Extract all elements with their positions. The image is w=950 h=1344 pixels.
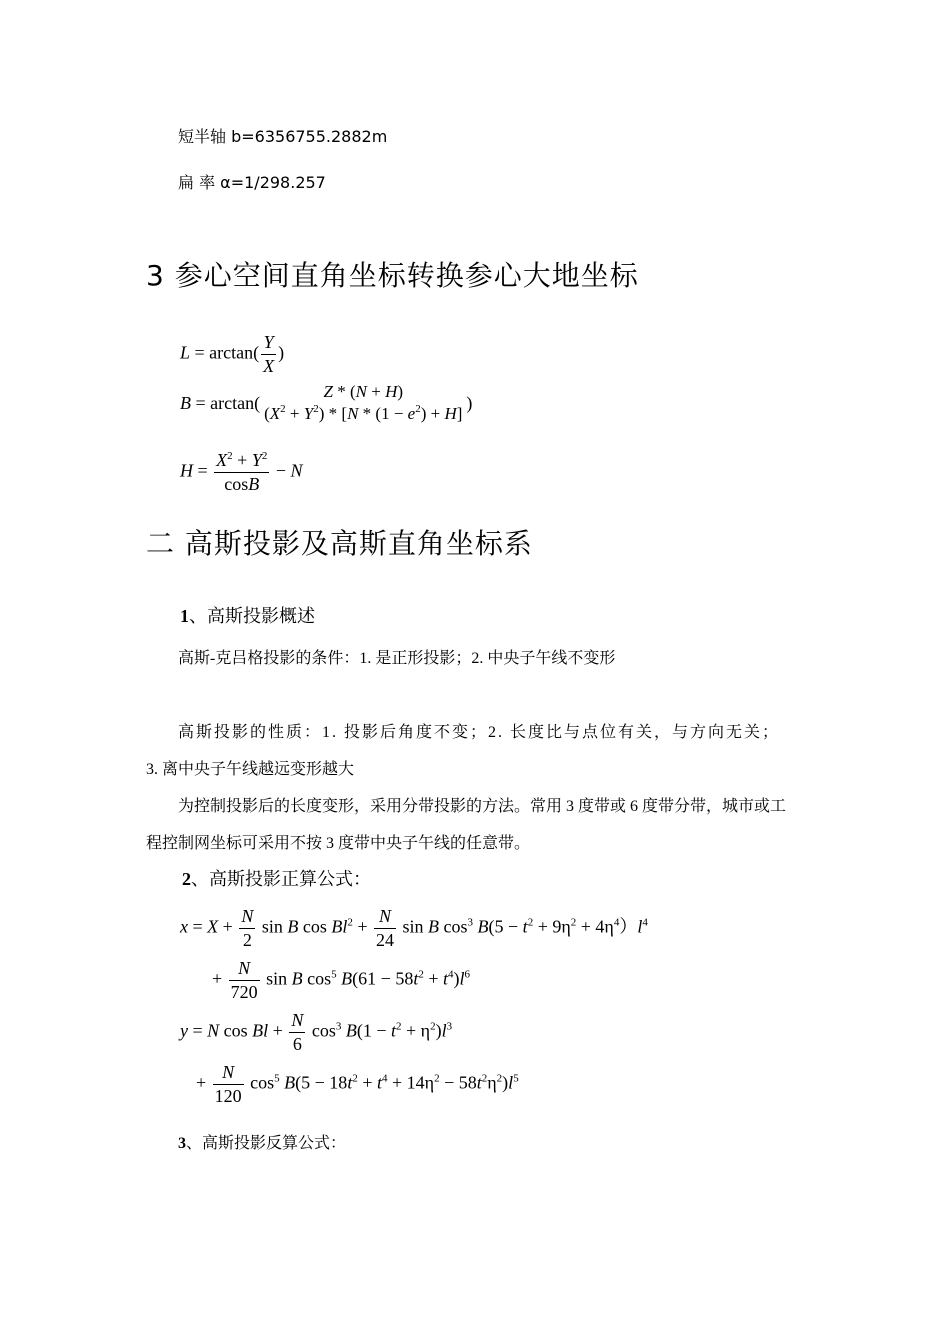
- zone-division-line-2: 程控制网坐标可采用不按 3 度带中央子午线的任意带。: [146, 835, 531, 852]
- subsection-3-heading: [178, 1130, 346, 1153]
- formula-latitude: B = arctan( Z * (N + H) $(X^2 + Y^2) * [N * (1 - e^2) + H]$ ): [180, 382, 473, 423]
- subsection-1-number: 1: [180, 606, 189, 626]
- subsection-3-number: 3: [178, 1135, 186, 1152]
- formula-y-line-2: + $\frac{N}{120}$ $\cos^5 B(5 - 18t^2 + t^4 + 14\eta^2 - 58t^2\eta^2)l^5$: [196, 1062, 519, 1106]
- formula-x-line-1: x = X + $\frac{N}{2}$ sin B $\cos Bl^2$ + $\frac{N}{24}$ sin B $\cos^3 B(5 - t^2 + 9\eta^2 + 4\eta^4)l^4$: [180, 906, 648, 950]
- section-3-title: 3 参心空间直角坐标转换参心大地坐标: [146, 259, 639, 292]
- subsection-2-heading: [182, 865, 371, 891]
- subsection-3-title: 、高斯投影反算公式：: [186, 1135, 347, 1152]
- formula-y-line-1: y = N cos Bl + $\frac{N}{6}$ $\cos^3 B(1 - t^2 + \eta^2)l^3$: [180, 1010, 453, 1054]
- subsection-2-title: 、高斯投影正算公式：: [191, 869, 371, 889]
- flattening-text: 扁 率 α=1/298.257: [178, 173, 326, 192]
- formula-height: H = $\frac{X^2 + Y^2}{\cos B}$ − N: [180, 450, 303, 494]
- subsection-1-heading: [180, 602, 315, 628]
- subsection-1-title: 、高斯投影概述: [189, 606, 315, 626]
- gauss-properties-line-2: 3. 离中央子午线越远变形越大: [146, 761, 355, 778]
- formula-x-line-2: + $\frac{N}{720}$ sin B $\cos^5 B(61 - 58t^2 + t^4)l^6$: [212, 958, 471, 1002]
- subsection-2-number: 2: [182, 869, 191, 889]
- gauss-properties-line-1: 高斯投影的性质：1. 投影后角度不变；2. 长度比与点位有关，与方向无关；: [178, 724, 781, 741]
- gauss-conditions-text: 高斯-克吕格投影的条件：1. 是正形投影；2. 中央子午线不变形: [178, 650, 616, 667]
- formula-longitude: L = arctan( $\frac{Y}{X}$ ): [180, 332, 285, 376]
- zone-division-line-1: 为控制投影后的长度变形，采用分带投影的方法。常用 3 度带或 6 度带分带，城市或工: [178, 798, 787, 815]
- chapter-2-title: 二 高斯投影及高斯直角坐标系: [146, 527, 533, 560]
- semi-minor-axis-text: 短半轴 b=6356755.2882m: [178, 127, 388, 146]
